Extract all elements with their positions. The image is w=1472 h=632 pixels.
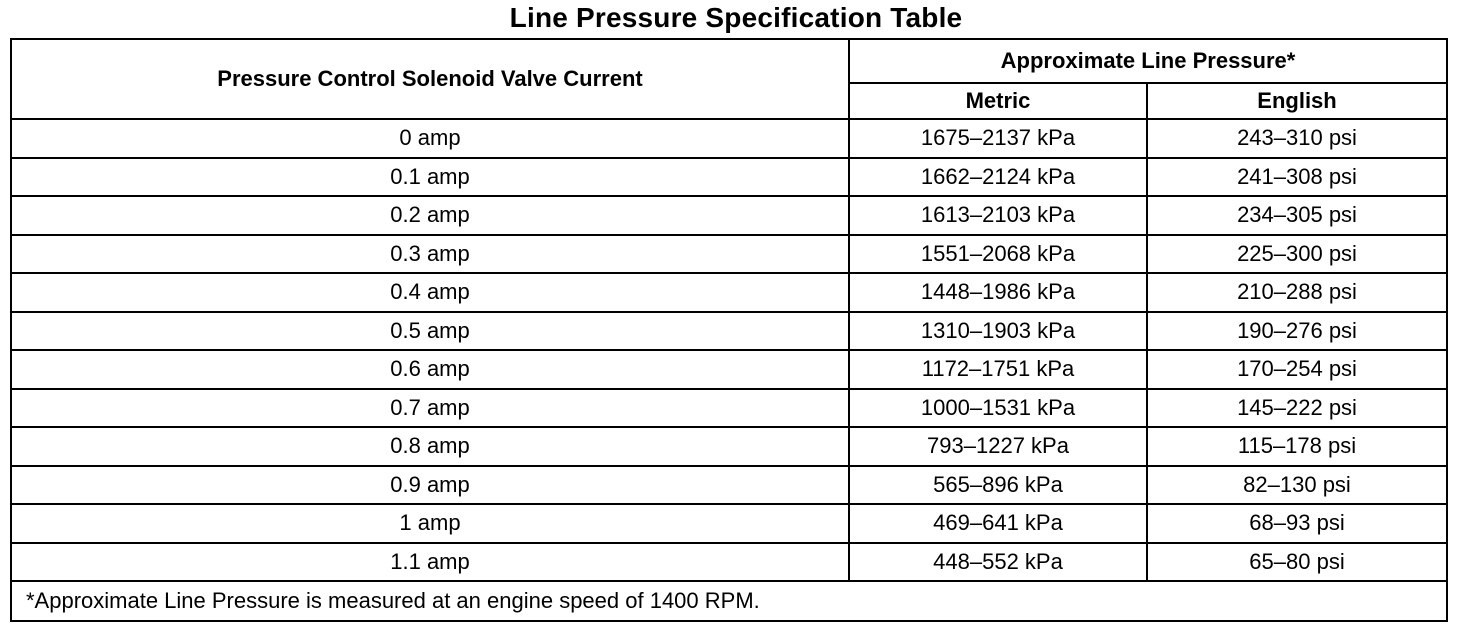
cell-metric: 1172–1751 kPa <box>849 350 1147 389</box>
cell-current: 1 amp <box>11 504 849 543</box>
table-row <box>11 504 1447 543</box>
table-row <box>11 158 1447 197</box>
cell-current: 0.3 amp <box>11 235 849 274</box>
table-row <box>11 196 1447 235</box>
cell-english: 241–308 psi <box>1147 158 1447 197</box>
header-current: Pressure Control Solenoid Valve Current <box>11 39 849 119</box>
cell-metric: 1448–1986 kPa <box>849 273 1147 312</box>
cell-english: 115–178 psi <box>1147 427 1447 466</box>
cell-english: 210–288 psi <box>1147 273 1447 312</box>
cell-english: 68–93 psi <box>1147 504 1447 543</box>
cell-metric: 448–552 kPa <box>849 543 1147 582</box>
cell-english: 170–254 psi <box>1147 350 1447 389</box>
cell-english: 234–305 psi <box>1147 196 1447 235</box>
header-approx-line-pressure: Approximate Line Pressure* <box>849 39 1447 83</box>
table-row <box>11 427 1447 466</box>
cell-current: 0 amp <box>11 119 849 158</box>
header-metric: Metric <box>849 83 1147 119</box>
cell-metric: 565–896 kPa <box>849 466 1147 505</box>
cell-current: 0.1 amp <box>11 158 849 197</box>
cell-current: 0.7 amp <box>11 389 849 428</box>
cell-current: 0.8 amp <box>11 427 849 466</box>
table-row <box>11 273 1447 312</box>
cell-current: 0.4 amp <box>11 273 849 312</box>
table-row <box>11 350 1447 389</box>
table-row <box>11 466 1447 505</box>
cell-current: 1.1 amp <box>11 543 849 582</box>
cell-metric: 1662–2124 kPa <box>849 158 1147 197</box>
table-row <box>11 235 1447 274</box>
cell-english: 65–80 psi <box>1147 543 1447 582</box>
table-row <box>11 389 1447 428</box>
cell-metric: 469–641 kPa <box>849 504 1147 543</box>
cell-english: 225–300 psi <box>1147 235 1447 274</box>
cell-english: 145–222 psi <box>1147 389 1447 428</box>
cell-metric: 1310–1903 kPa <box>849 312 1147 351</box>
cell-english: 243–310 psi <box>1147 119 1447 158</box>
footnote: *Approximate Line Pressure is measured at an engine speed of 1400 RPM. <box>11 581 1447 621</box>
cell-current: 0.9 amp <box>11 466 849 505</box>
table-row <box>11 543 1447 582</box>
table-row <box>11 119 1447 158</box>
cell-english: 190–276 psi <box>1147 312 1447 351</box>
cell-metric: 1675–2137 kPa <box>849 119 1147 158</box>
footnote-row <box>11 581 1447 621</box>
header-row-group <box>11 39 1447 83</box>
page-title: Line Pressure Specification Table <box>509 2 963 33</box>
line-pressure-table <box>10 38 1448 622</box>
cell-current: 0.6 amp <box>11 350 849 389</box>
cell-metric: 1613–2103 kPa <box>849 196 1147 235</box>
cell-english: 82–130 psi <box>1147 466 1447 505</box>
table-row <box>11 312 1447 351</box>
cell-current: 0.5 amp <box>11 312 849 351</box>
cell-metric: 1000–1531 kPa <box>849 389 1147 428</box>
cell-metric: 793–1227 kPa <box>849 427 1147 466</box>
header-english: English <box>1147 83 1447 119</box>
cell-metric: 1551–2068 kPa <box>849 235 1147 274</box>
cell-current: 0.2 amp <box>11 196 849 235</box>
